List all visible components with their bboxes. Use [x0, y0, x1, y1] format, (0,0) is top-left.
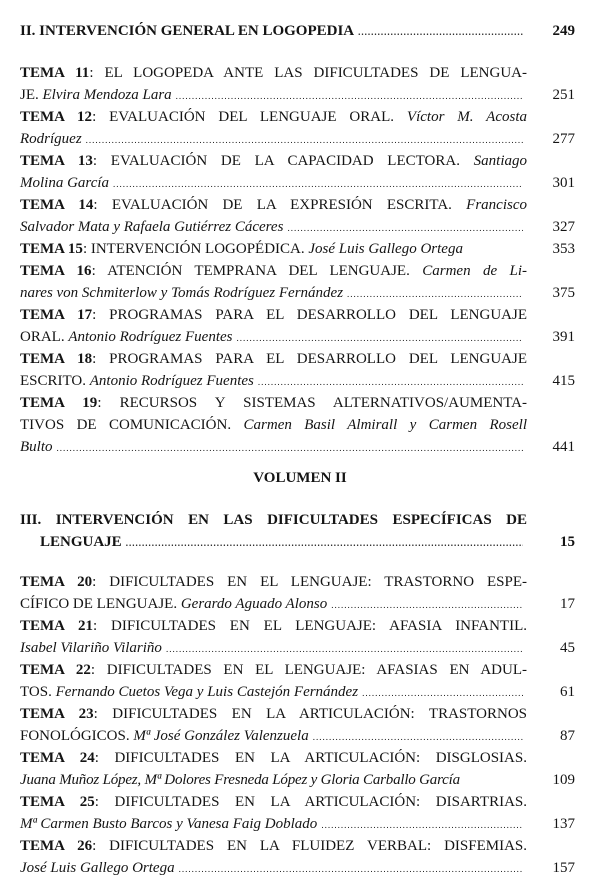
tema-number: TEMA 11 [20, 65, 90, 81]
tema-author: Gerardo Aguado Alonso [180, 596, 328, 612]
tema-author: Francisco [466, 197, 527, 213]
leader-dots [113, 179, 523, 189]
tema-author: Antonio Rodríguez Fuentes [68, 329, 233, 345]
leader-dots [331, 600, 523, 610]
tema-title: PROGRAMAS PARA EL DESARROLLO DEL LENGUAJE [109, 307, 527, 323]
tema-author: Mª Carmen Busto Barcos y Vanesa Faig Doblado [20, 816, 318, 832]
toc-entry[interactable]: TEMA 24: DIFICULTADES EN LA ARTICULACIÓN: DISGLOSIAS. Juana Muñoz López, Mª Dolores Fresneda López y Gloria Carballo García 109 [20, 747, 575, 791]
tema-title: EVALUACIÓN DEL LENGUAJE ORAL. [109, 109, 395, 125]
tema-author: Mª José González Valenzuela [133, 728, 309, 744]
tema-number: TEMA 20 [20, 574, 93, 590]
page-number: 277 [552, 131, 575, 147]
leader-dots [166, 644, 523, 654]
page-number: 415 [552, 373, 575, 389]
tema-author: Rodríguez [20, 131, 82, 147]
leader-dots [362, 688, 523, 698]
tema-title: DIFICULTADES EN LA ARTICULACIÓN: DISARTRIAS. [114, 794, 527, 810]
tema-title: INTERVENCIÓN LOGOPÉDICA. [90, 241, 305, 257]
tema-number: TEMA 16 [20, 263, 92, 279]
leader-dots [287, 223, 523, 233]
page-number: 157 [552, 860, 575, 876]
tema-title: ATENCIÓN TEMPRANA DEL LENGUAJE. [107, 263, 410, 279]
tema-title: DIFICULTADES EN EL LENGUAJE: AFASIAS EN ADUL- [106, 662, 527, 678]
page-number: 441 [552, 439, 575, 455]
toc-entry[interactable]: TEMA 20: DIFICULTADES EN EL LENGUAJE: TRASTORNO ESPE- CÍFICO DE LENGUAJE. Gerardo Aguado Alonso ..... 17 [20, 571, 575, 615]
tema-number: TEMA 23 [20, 706, 94, 722]
page-number: 251 [552, 87, 575, 103]
leader-dots [179, 864, 523, 874]
tema-title-cont: TOS. [20, 684, 52, 700]
tema-title-cont: ORAL. [20, 329, 65, 345]
page-number: 375 [552, 285, 575, 301]
leader-dots [313, 732, 523, 742]
tema-title-cont: JE. [20, 87, 39, 103]
page-number: 137 [552, 816, 575, 832]
section-title: III. INTERVENCIÓN EN LAS DIFICULTADES ESPECÍFICAS DE [20, 512, 527, 528]
toc-entry[interactable]: TEMA 26: DIFICULTADES EN LA FLUIDEZ VERBAL: DISFEMIAS. José Luis Gallego Ortega ..... 157 [20, 835, 575, 879]
tema-title-cont: TIVOS DE COMUNICACIÓN. [20, 417, 232, 433]
tema-number: TEMA 15 [20, 241, 83, 257]
tema-title-cont: CÍFICO DE LENGUAJE. [20, 596, 178, 612]
tema-title: DIFICULTADES EN EL LENGUAJE: TRASTORNO ESPE- [109, 574, 527, 590]
toc-entry[interactable]: TEMA 19: RECURSOS Y SISTEMAS ALTERNATIVOS/AUMENTA- TIVOS DE COMUNICACIÓN. Carmen Basil Almirall y Carmen Rosell Bulto ..... 441 [20, 392, 575, 458]
tema-author: José Luis Gallego Ortega [20, 860, 175, 876]
tema-number: TEMA 22 [20, 662, 91, 678]
tema-author: Carmen Basil Almirall y Carmen Rosell [243, 417, 527, 433]
tema-author: Santiago [473, 153, 528, 169]
tema-author: Fernando Cuetos Vega y Luis Castejón Fernández [55, 684, 359, 700]
tema-title: EVALUACIÓN DE LA CAPACIDAD LECTORA. [110, 153, 460, 169]
toc-entry[interactable]: TEMA 11: EL LOGOPEDA ANTE LAS DIFICULTADES DE LENGUA- JE. Elvira Mendoza Lara ..... 251 [20, 62, 575, 106]
tema-author: Molina García [20, 175, 110, 191]
leader-dots [358, 27, 523, 37]
leader-dots [126, 538, 523, 548]
toc-list [20, 62, 575, 458]
tema-number: TEMA 14 [20, 197, 94, 213]
tema-title: PROGRAMAS PARA EL DESARROLLO DEL LENGUAJE [109, 351, 527, 367]
page-number: 87 [560, 728, 575, 744]
section-title-cont: LENGUAJE [40, 534, 122, 550]
leader-dots [258, 377, 523, 387]
tema-title: EL LOGOPEDA ANTE LAS DIFICULTADES DE LENGUA- [104, 65, 527, 81]
toc-entry[interactable]: TEMA 15 : INTERVENCIÓN LOGOPÉDICA. José Luis Gallego Ortega 353 [20, 238, 575, 260]
tema-author: Víctor M. Acosta [406, 109, 527, 125]
tema-title: DIFICULTADES EN LA FLUIDEZ VERBAL: DISFEMIAS. [109, 838, 527, 854]
leader-dots [86, 135, 523, 145]
page-number: 109 [552, 772, 575, 788]
page-number: 391 [552, 329, 575, 345]
section-title: II. INTERVENCIÓN GENERAL EN LOGOPEDIA [20, 23, 355, 39]
page-number: 45 [560, 640, 575, 656]
toc-entry[interactable]: TEMA 14: EVALUACIÓN DE LA EXPRESIÓN ESCRITA. Francisco Salvador Mata y Rafaela Gutiérrez Cáceres ..... 327 [20, 194, 575, 238]
tema-author: Isabel Vilariño Vilariño [20, 640, 162, 656]
toc-list [20, 571, 575, 879]
page-number: 17 [560, 596, 575, 612]
toc-entry[interactable]: TEMA 17: PROGRAMAS PARA EL DESARROLLO DEL LENGUAJE ORAL. Antonio Rodríguez Fuentes ..... 391 [20, 304, 575, 348]
leader-dots [57, 443, 524, 453]
page-number: 61 [560, 684, 575, 700]
tema-title: DIFICULTADES EN LA ARTICULACIÓN: TRASTORNOS [112, 706, 527, 722]
tema-author: Antonio Rodríguez Fuentes [89, 373, 254, 389]
tema-number: TEMA 25 [20, 794, 95, 810]
tema-title: EVALUACIÓN DE LA EXPRESIÓN ESCRITA. [111, 197, 452, 213]
tema-title-cont: ESCRITO. [20, 373, 86, 389]
section-heading [20, 509, 575, 553]
page-number: 301 [552, 175, 575, 191]
volume-heading: VOLUMEN II [253, 470, 347, 486]
tema-number: TEMA 19 [20, 395, 98, 411]
toc-entry[interactable]: TEMA 18: PROGRAMAS PARA EL DESARROLLO DEL LENGUAJE ESCRITO. Antonio Rodríguez Fuentes ..... 415 [20, 348, 575, 392]
leader-dots [237, 333, 524, 343]
tema-number: TEMA 18 [20, 351, 93, 367]
toc-entry[interactable]: TEMA 22: DIFICULTADES EN EL LENGUAJE: AFASIAS EN ADUL- TOS. Fernando Cuetos Vega y Luis Castejón Fernández ..... 61 [20, 659, 575, 703]
toc-entry[interactable]: TEMA 16: ATENCIÓN TEMPRANA DEL LENGUAJE. Carmen de Li- nares von Schmiterlow y Tomás Rodríguez Fernández ..... 375 [20, 260, 575, 304]
tema-number: TEMA 13 [20, 153, 93, 169]
tema-number: TEMA 24 [20, 750, 95, 766]
tema-author: Carmen de Li- [422, 263, 528, 279]
tema-author: Bulto [20, 439, 53, 455]
leader-dots [347, 289, 523, 299]
tema-author: nares von Schmiterlow y Tomás Rodríguez Fernández [20, 285, 344, 301]
page-number: 327 [552, 219, 575, 235]
tema-number: TEMA 21 [20, 618, 94, 634]
tema-author: José Luis Gallego Ortega [308, 241, 463, 257]
leader-dots [176, 91, 523, 101]
tema-title: DIFICULTADES EN EL LENGUAJE: AFASIA INFANTIL. [111, 618, 527, 634]
tema-author: Elvira Mendoza Lara [42, 87, 172, 103]
tema-title: RECURSOS Y SISTEMAS ALTERNATIVOS/AUMENTA- [119, 395, 527, 411]
page-number: 249 [552, 23, 575, 39]
tema-number: TEMA 12 [20, 109, 93, 125]
leader-dots [321, 820, 523, 830]
tema-title: DIFICULTADES EN LA ARTICULACIÓN: DISGLOSIAS. [114, 750, 527, 766]
tema-author: Salvador Mata y Rafaela Gutiérrez Cáceres [20, 219, 284, 235]
tema-title-cont: FONOLÓGICOS. [20, 728, 130, 744]
page-number: 353 [552, 241, 575, 257]
toc-entry[interactable]: TEMA 23: DIFICULTADES EN LA ARTICULACIÓN: TRASTORNOS FONOLÓGICOS. Mª José González Valenzuela ..... 87 [20, 703, 575, 747]
toc-entry[interactable]: TEMA 25: DIFICULTADES EN LA ARTICULACIÓN: DISARTRIAS. Mª Carmen Busto Barcos y Vanesa Faig Doblado ..... 137 [20, 791, 575, 835]
toc-entry[interactable]: TEMA 21: DIFICULTADES EN EL LENGUAJE: AFASIA INFANTIL. Isabel Vilariño Vilariño ..... 45 [20, 615, 575, 659]
tema-number: TEMA 17 [20, 307, 93, 323]
page-number: 15 [560, 534, 575, 550]
toc-entry[interactable]: TEMA 13: EVALUACIÓN DE LA CAPACIDAD LECTORA. Santiago Molina García ..... 301 [20, 150, 575, 194]
tema-author: Juana Muñoz López, Mª Dolores Fresneda López y Gloria Carballo García [20, 772, 460, 788]
toc-entry[interactable]: TEMA 12: EVALUACIÓN DEL LENGUAJE ORAL. Víctor M. Acosta Rodríguez ..... 277 [20, 106, 575, 150]
tema-number: TEMA 26 [20, 838, 93, 854]
section-heading [20, 20, 575, 42]
